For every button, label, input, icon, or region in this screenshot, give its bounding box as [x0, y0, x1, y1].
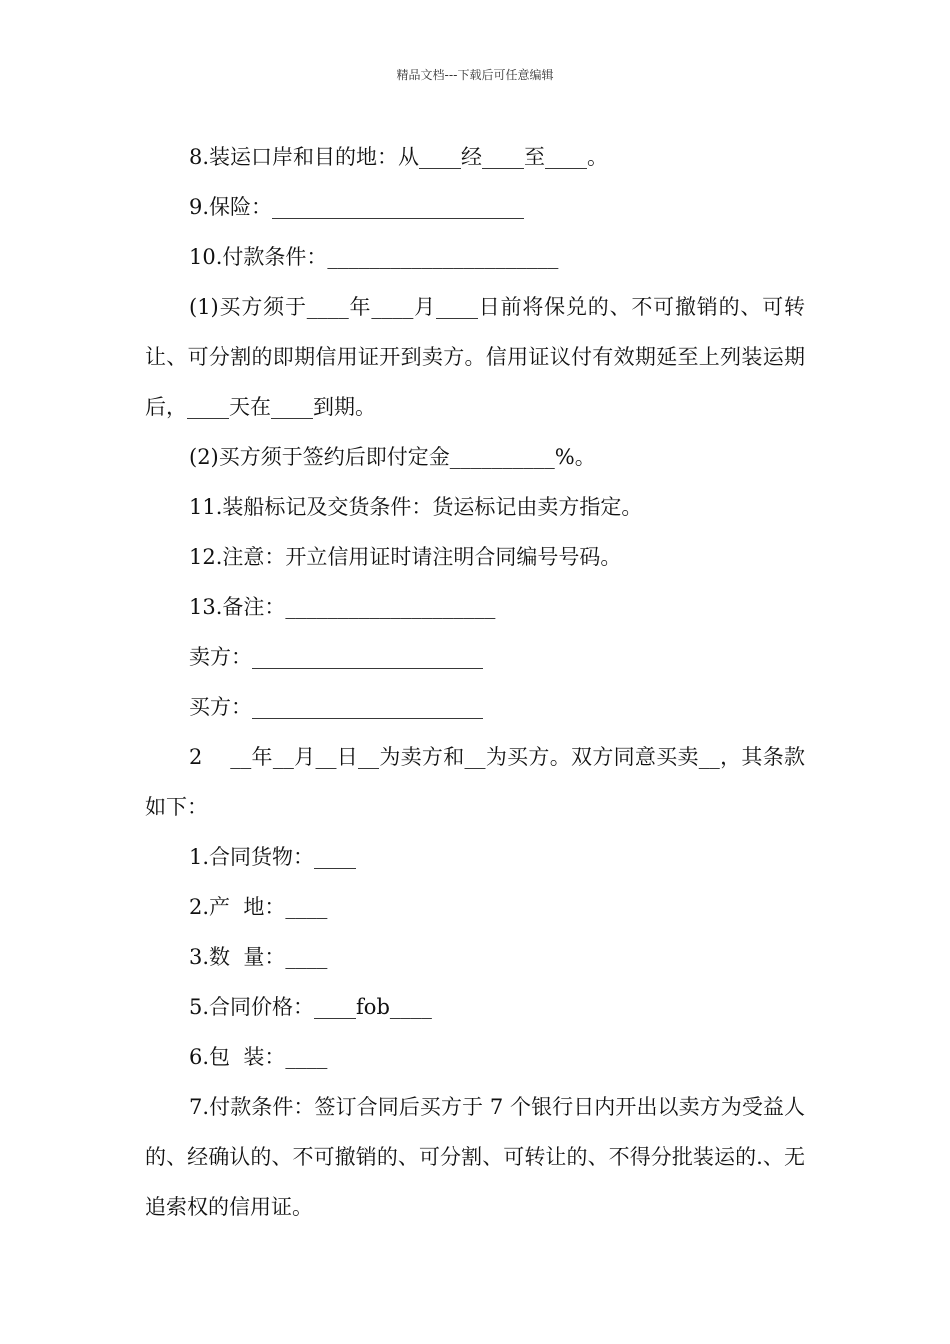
item-2-origin: 2.产 地：____	[189, 895, 328, 919]
page-header: 精品文档---下载后可任意编辑	[396, 68, 554, 82]
buyer-signature-line: 买方：______________________	[189, 695, 483, 719]
item-1-goods: 1.合同货物：____	[189, 845, 357, 869]
item-3-quantity: 3.数 量：____	[189, 945, 328, 969]
contract-2-intro: 2 __年__月__日__为卖方和__为买方。双方同意买卖__，其条款如下：	[145, 745, 805, 819]
clause-10-2-deposit: (2)买方须于签约后即付定金__________%。	[189, 445, 596, 469]
clause-10-payment-terms: 10.付款条件：______________________	[189, 245, 559, 269]
clause-9-insurance: 9.保险：________________________	[189, 195, 525, 219]
item-6-packing: 6.包 装：____	[189, 1045, 328, 1069]
clause-12-notice: 12.注意：开立信用证时请注明合同编号号码。	[189, 545, 622, 569]
clause-10-1-letter-of-credit: (1)买方须于____年____月____日前将保兑的、不可撤销的、可转让、可分割的即期信用证开到卖方。信用证议付有效期延至上列装运期后，____天在____到期。	[145, 295, 805, 419]
seller-signature-line: 卖方：______________________	[189, 645, 483, 669]
document-body	[145, 132, 805, 1232]
clause-13-remarks: 13.备注：____________________	[189, 595, 496, 619]
clause-11-shipping-marks: 11.装船标记及交货条件：货运标记由卖方指定。	[189, 495, 643, 519]
clause-8-shipping-port: 8.装运口岸和目的地：从____经____至____。	[189, 145, 609, 169]
item-5-price: 5.合同价格：____fob____	[189, 995, 432, 1019]
item-7-payment-terms: 7.付款条件：签订合同后买方于 7 个银行日内开出以卖方为受益人的、经确认的、不可撤销的、可分割、可转让的、不得分批装运的.、无追索权的信用证。	[145, 1095, 805, 1219]
